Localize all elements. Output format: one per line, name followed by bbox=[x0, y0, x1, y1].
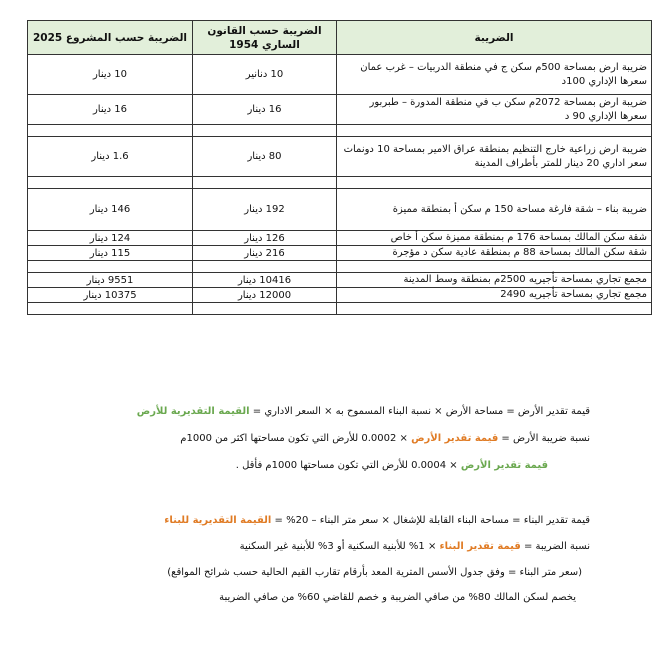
row-description: مجمع تجاري بمساحة تأجيريه 2490 bbox=[337, 288, 652, 303]
land-rate-small: قيمة تقدير الأرض × 0.0004 للأرض التي تكون مساحتها 1000م فأقل . bbox=[235, 460, 548, 471]
row-current-tax: 126 دينار bbox=[193, 231, 337, 246]
building-value-formula: قيمة تقدير البناء = مساحة البناء القابلة للإشغال × سعر متر البناء – 20% = القيمة التقديرية للبناء bbox=[164, 515, 590, 526]
row-current-tax: 16 دينار bbox=[193, 95, 337, 125]
row-draft-tax bbox=[28, 125, 193, 137]
row-current-tax: 10416 دينار bbox=[193, 273, 337, 288]
building-rate: نسبة الضريبة = قيمة تقدير البناء × 1% للأبنية السكنية أو 3% للأبنية غير السكنية bbox=[239, 541, 590, 552]
land-value-highlight: القيمة التقديرية للأرض bbox=[136, 406, 250, 417]
row-description bbox=[337, 261, 652, 273]
row-current-tax bbox=[193, 303, 337, 315]
row-description bbox=[337, 303, 652, 315]
row-current-tax: 192 دينار bbox=[193, 189, 337, 231]
row-draft-tax: 10375 دينار bbox=[28, 288, 193, 303]
row-description: ضريبة بناء – شقة فارغة مساحة 150 م سكن أ بمنطقة مميزة bbox=[337, 189, 652, 231]
header-tax: الضريبة bbox=[337, 21, 652, 55]
table-row bbox=[28, 261, 652, 273]
row-description bbox=[337, 125, 652, 137]
row-draft-tax bbox=[28, 261, 193, 273]
row-current-tax bbox=[193, 177, 337, 189]
row-current-tax: 10 دنانير bbox=[193, 55, 337, 95]
row-description: مجمع تجاري بمساحة تأجيريه 2500م بمنطقة وسط المدينة bbox=[337, 273, 652, 288]
row-description bbox=[337, 177, 652, 189]
table-row bbox=[28, 246, 652, 261]
row-description: ضريبة ارض زراعية خارج التنظيم بمنطقة عراق الامير بمساحة 10 دونمات سعر اداري 20 دينار للمتر بأطراف المدينة bbox=[337, 137, 652, 177]
row-description: ضريبة ارض بمساحة 500م سكن ج في منطقة الدربيات – غرب عمان سعرها الإداري 100د bbox=[337, 55, 652, 95]
row-current-tax: 216 دينار bbox=[193, 246, 337, 261]
table-row bbox=[28, 125, 652, 137]
table-row bbox=[28, 189, 652, 231]
land-value-formula: قيمة تقدير الأرض = مساحة الأرض × نسبة البناء المسموح به × السعر الاداري = القيمة التقديرية للأرض bbox=[136, 406, 590, 417]
row-description: ضريبة ارض بمساحة 2072م سكن ب في منطقة المدورة – طبربور سعرها الإداري 90 د bbox=[337, 95, 652, 125]
table-header-row bbox=[28, 21, 652, 55]
building-value-highlight: القيمة التقديرية للبناء bbox=[164, 515, 272, 526]
row-current-tax: 12000 دينار bbox=[193, 288, 337, 303]
table-row bbox=[28, 303, 652, 315]
header-current-law: الضريبة حسب القانون الساري 1954 bbox=[193, 21, 337, 55]
table-row bbox=[28, 55, 652, 95]
table-row bbox=[28, 95, 652, 125]
row-description: شقة سكن المالك بمساحة 88 م بمنطقة عادية سكن د مؤجرة bbox=[337, 246, 652, 261]
table-row bbox=[28, 231, 652, 246]
row-current-tax bbox=[193, 125, 337, 137]
row-current-tax bbox=[193, 261, 337, 273]
row-draft-tax: 124 دينار bbox=[28, 231, 193, 246]
table-row bbox=[28, 137, 652, 177]
meter-price-note: (سعر متر البناء = وفق جدول الأسس المترية المعد بأرقام تقارب القيم الحالية حسب شرائح المواقع) bbox=[167, 567, 582, 578]
tax-comparison-table bbox=[27, 20, 652, 315]
row-draft-tax: 9551 دينار bbox=[28, 273, 193, 288]
discount-note: يخصم لسكن المالك 80% من صافي الضريبة و خصم للقاضي 60% من صافي الضريبة bbox=[219, 592, 576, 603]
row-draft-tax: 1.6 دينار bbox=[28, 137, 193, 177]
row-draft-tax: 10 دينار bbox=[28, 55, 193, 95]
table-row bbox=[28, 288, 652, 303]
table-row bbox=[28, 177, 652, 189]
row-draft-tax bbox=[28, 303, 193, 315]
land-notes bbox=[90, 405, 590, 473]
row-draft-tax: 115 دينار bbox=[28, 246, 193, 261]
land-rate-large: نسبة ضريبة الأرض = قيمة تقدير الأرض × 0.0002 للأرض التي تكون مساحتها اكثر من 1000م bbox=[180, 433, 590, 444]
row-draft-tax: 146 دينار bbox=[28, 189, 193, 231]
table-row bbox=[28, 273, 652, 288]
header-draft-law: الضريبة حسب المشروع 2025 bbox=[28, 21, 193, 55]
row-description: شقة سكن المالك بمساحة 176 م بمنطقة مميزة سكن أ خاص bbox=[337, 231, 652, 246]
row-draft-tax bbox=[28, 177, 193, 189]
building-notes bbox=[90, 514, 590, 605]
row-draft-tax: 16 دينار bbox=[28, 95, 193, 125]
row-current-tax: 80 دينار bbox=[193, 137, 337, 177]
